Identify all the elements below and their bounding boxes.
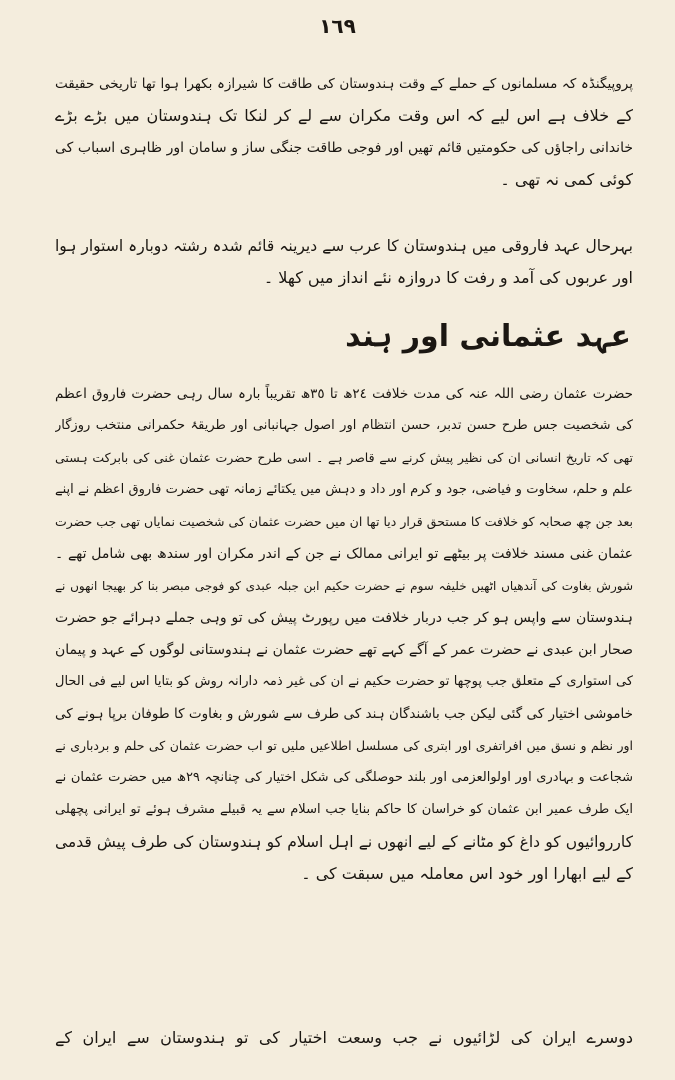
- paragraph-1: [55, 68, 633, 196]
- text-line: کی شخصیت جس طرح حسن تدبر، حسن انتظام اور اصول جہانبانی اور طریقۂ حکمرانی منتخب روزگار: [55, 418, 633, 433]
- text-line: صحار ابن عبدی نے حضرت عمر کے آگے کہے تھے حضرت عثمان نے ہندوستانی لوگوں کے عہد و پیمان: [55, 642, 633, 658]
- text-line: ہندوستان سے واپس ہو کر جب دربار خلافت میں رپورٹ پیش کی تو وہی جملے دہرائے جو حضرت: [55, 610, 633, 626]
- paragraph-3: [55, 378, 633, 890]
- text-line: ایک طرف عمیر ابن عثمان کو خراسان کا حاکم بنایا جب اسلام سے یہ قبیلے مشرف ہوئے تو ایرانی پچھلی: [55, 802, 633, 817]
- text-line: تھی کہ تاریخ انسانی ان کی نظیر پیش کرنے سے قاصر ہے ۔ اسی طرح حضرت عثمان غنی کی بابرکت ہستی: [55, 450, 633, 465]
- text-line: شجاعت و بہادری اور اولوالعزمی اور بلند حوصلگی کی شکل اختیار کی چنانچہ ٢٩ھ میں حضرت عثمان نے: [55, 770, 633, 785]
- paragraph-4: [55, 1022, 633, 1054]
- text-line: کارروائیوں کو داغ کو مٹانے کے لیے انھوں نے اہل اسلام کو ہندوستان کی طرف پیش قدمی: [55, 833, 633, 851]
- text-line: اور نظم و نسق میں افراتفری اور ابتری کی مسلسل اطلاعیں ملیں تو اب حضرت عثمان کی حلم و بردباری نے: [55, 738, 633, 753]
- page-number: ١٦٩: [319, 14, 356, 38]
- text-line: خاموشی اختیار کی گئی لیکن جب باشندگان ہند کی طرف سے شورش و بغاوت کا طوفان برپا ہونے کی: [55, 706, 633, 722]
- text-line: کی استواری کے متعلق جب پوچھا تو حضرت حکیم نے ان کی غیر ذمہ دارانہ روش کو بتایا اس لیے فی الحال: [55, 674, 633, 689]
- text-line: کوئی کمی نہ تھی ۔: [500, 170, 633, 189]
- paragraph-2: [55, 230, 633, 294]
- text-line: اور عربوں کی آمد و رفت کا دروازہ نئے انداز میں کھلا ۔: [263, 268, 633, 287]
- text-line: علم و حلم، سخاوت و فیاضی، جود و کرم اور داد و دہش میں یکتائے زمانہ تھی حضرت فاروق اعظم نے اپنے: [55, 482, 633, 497]
- text-line: حضرت عثمان رضی اللہ عنہ کی مدت خلافت ٢٤ھ تا ٣٥ھ تقریباً بارہ سال رہی حضرت فاروق اعظم: [55, 386, 633, 402]
- text-line: عثمان غنی مسند خلافت پر بیٹھے تو ایرانی ممالک نے جن کے اندر مکران اور سندھ بھی شامل تھے ۔: [55, 546, 633, 562]
- text-line: خاندانی راجاؤں کی حکومتیں قائم تھیں اور فوجی طاقت جنگی ساز و سامان اور ظاہری اسباب کی: [55, 140, 633, 156]
- text-line: بعد جن چھ صحابہ کو خلافت کا مستحق قرار دیا تھا ان میں حضرت عثمان کی شخصیت نمایاں تھی جب حضرت: [55, 514, 633, 529]
- text-line: شورش بغاوت کی آندھیاں اٹھیں خلیفہ سوم نے حضرت حکیم ابن جبلہ عبدی کو فوجی مبصر بنا کر بھیجا انھوں نے: [55, 579, 633, 593]
- section-heading: عہد عثمانی اور ہند: [345, 319, 631, 354]
- text-line: دوسرے ایران کی لڑائیوں نے جب وسعت اختیار کی تو ہندوستان سے ایران کے: [55, 1028, 633, 1047]
- text-line: پروپیگنڈہ کہ مسلمانوں کے حملے کے وقت ہندوستان کی طاقت کا شیرازہ بکھرا ہوا تھا تاریخی حقیقت: [55, 76, 633, 92]
- text-line: بہرحال عہد فاروقی میں ہندوستان کا عرب سے دیرینہ قائم شدہ رشتہ دوبارہ استوار ہوا: [55, 237, 633, 255]
- text-line: کے خلاف ہے اس لیے کہ اس وقت مکران سے لے کر لنکا تک ہندوستان میں بڑے بڑے: [55, 106, 633, 125]
- text-line: کے لیے ابھارا اور خود اس معاملہ میں سبقت کی ۔: [301, 864, 633, 883]
